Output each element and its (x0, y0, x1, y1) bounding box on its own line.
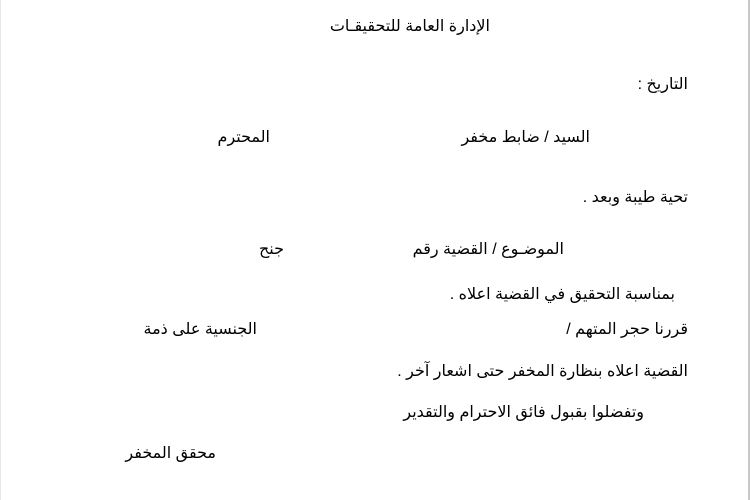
case-type: جنح (258, 241, 284, 258)
signature-line: محقق المخفر (125, 445, 216, 462)
closing-line: وتفضلوا بقبول فائق الاحترام والتقدير (403, 404, 644, 421)
greeting-line: تحية طيبة وبعد . (582, 189, 688, 206)
recipient-honorific: المحترم (217, 129, 270, 146)
subject-line: الموضـوع / القضية رقم (412, 241, 564, 258)
recipient-line: السيد / ضابط مخفر (461, 129, 590, 146)
detention-line: قررنا حجر المتهم / (566, 321, 688, 338)
occasion-line: بمناسبة التحقيق في القضية اعلاه . (449, 286, 675, 303)
date-label: التاريخ : (637, 76, 688, 93)
nationality-line: الجنسية على ذمة (143, 321, 257, 338)
custody-line: القضية اعلاه بنظارة المخفر حتى اشعار آخر . (397, 363, 688, 380)
department-header: الإدارة العامة للتحقيقـات (329, 18, 490, 35)
page-left-edge (0, 0, 1, 500)
